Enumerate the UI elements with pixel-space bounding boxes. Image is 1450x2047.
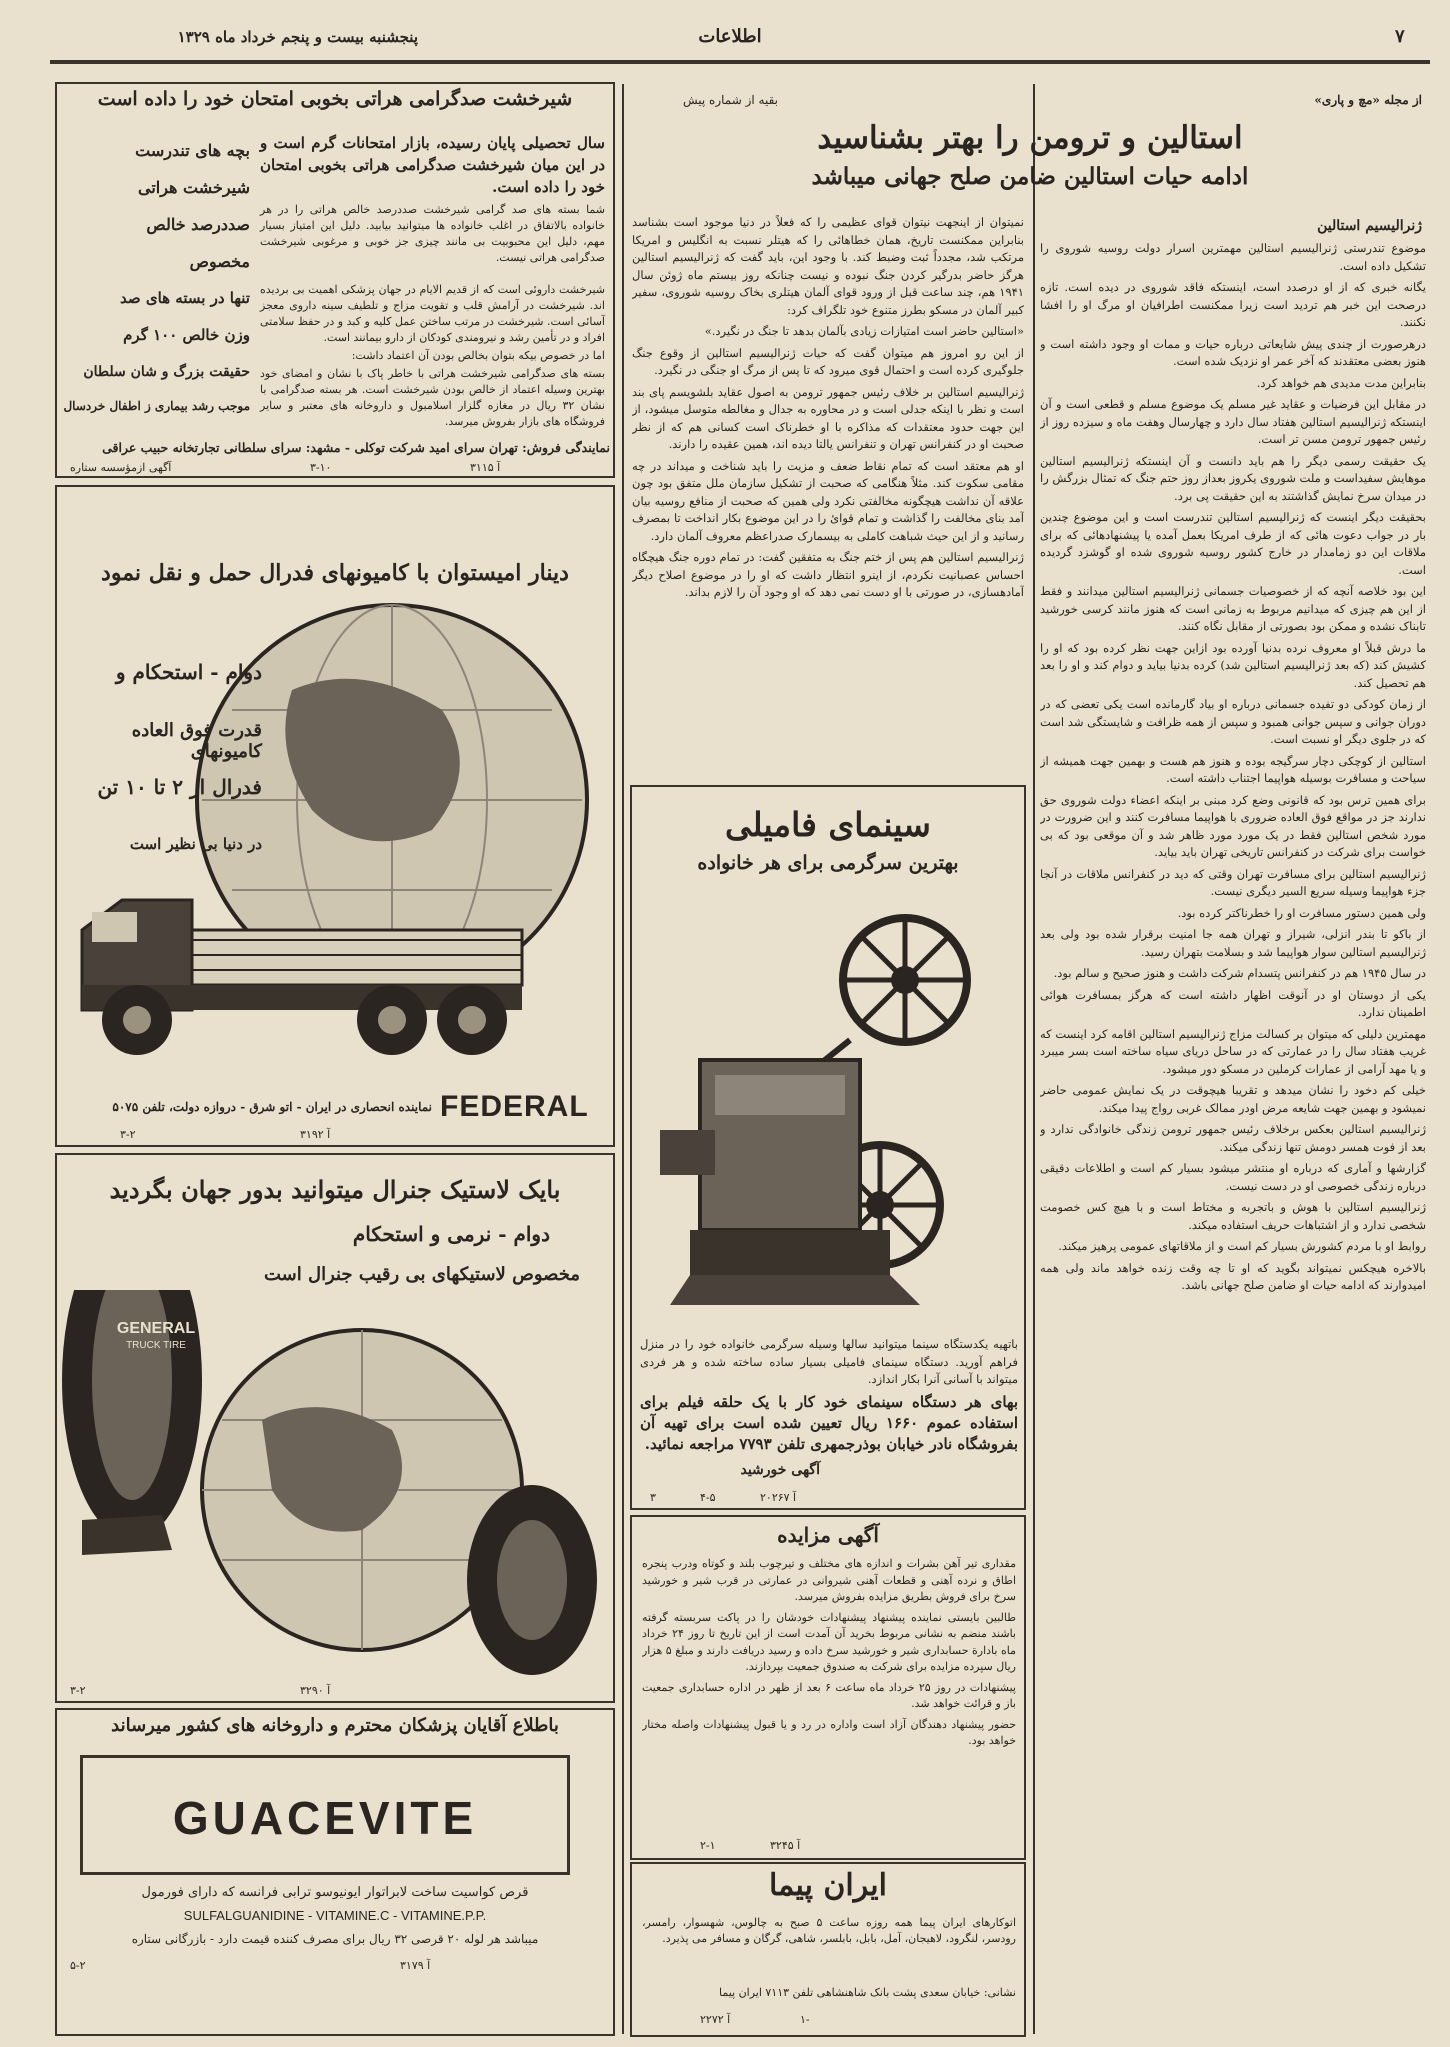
script-line: مخصوص <box>189 252 250 271</box>
cinema-code-left: ۳ <box>650 1491 656 1504</box>
guacevite-description: قرص کواسیت ساخت لابراتوار ایونیوسو ترابی فرانسه که دارای فورمول <box>141 1885 529 1900</box>
general-code-right: ۳-۲ <box>70 1684 86 1697</box>
paragraph: درهرصورت از چندی پیش شایعاتی درباره حیات و ممات او وجود داشته است و هنوز بعضی معتقدند که آخر عمر او نزدیک شده است. <box>1040 336 1426 368</box>
shirkhesht-paragraph-4: اما در خصوص بیکه بتوان بخالص بودن آن اعتماد داشت: <box>351 349 605 362</box>
cinema-title: سینمای فامیلی <box>725 805 931 844</box>
script-line: تنها در بسته های صد <box>120 289 250 307</box>
paragraph: بحقیقت دیگر اینست که ژنرالیسیم استالین تندرست است و این موضوع چندین بار در جواب دعوت هائی که از طرف امریکا بعمل آمده یا پیشنهادهائی که برای ملاقات این دو زمامدار در خارج کشور روسیه شوروی شده او گوشزد گردیده است. <box>1040 510 1426 577</box>
masthead-date: پنجشنبه بیست و پنجم خرداد ماه ۱۳۲۹ <box>177 28 418 46</box>
film-projector-illustration <box>660 890 1000 1320</box>
paragraph: این بود خلاصه آنچه که از خصوصیات جسمانی ژنرالیسیم استالین میدانند و فقط از این هم چیزی که میدانیم مربوط به زمانی است که هنوز مانند کرسی خورشید تابناک نشده و ممکن بود بصورتی از مقابل نگاه کنند. <box>1040 584 1426 633</box>
paragraph: یگانه خبری که از او درصدد است، اینستکه فاقد شوروی در دیده است. تازه درصحت این خبر هم تردید است زیرا ممکنست اطرافیان او مرگ او را افشا نکنند. <box>1040 280 1426 329</box>
iranpeyma-title: ایران پیما <box>769 1868 887 1903</box>
guacevite-code-right: ۵-۲ <box>70 1959 86 1972</box>
article-section-title: ژنرالیسیم استالین <box>1317 218 1422 234</box>
federal-brand-logo: FEDERAL <box>440 1090 589 1123</box>
shirkhesht-paragraph-5: بسته های صدگرامی شیرخشت هراتی با خاطر پاک با نشان و امضای خود بهترین وسیله اعتماد از خالص بودن شیرخشت است. هر بسته صدگرامی با نشان ۳۲ ریال در مغازه گلزار اسلامبول و داروخانه های معتبر و سایر فروشگاه های بازار بفروش میرسد. <box>260 367 605 428</box>
federal-headline: دینار امیستوان با کامیونهای فدرال حمل و نقل نمود <box>101 560 569 586</box>
cinema-code-right: ۲۰۲۶۷ آ <box>760 1491 797 1504</box>
article-headline: استالین و ترومن را بهتر بشناسید <box>817 120 1243 156</box>
script-line: بچه های تندرست <box>135 141 250 160</box>
shirkhesht-agency: آگهی ازمؤسسه ستاره <box>70 461 172 474</box>
paragraph: «استالین حاضر است امتیازات زیادی بآلمان بدهد تا جنگ در نگیرد.» <box>704 324 1024 338</box>
paragraph: او هم معتقد است که تمام نقاط ضعف و مزیت را باید شناخت و میداند در چه مقامی سکوت کند. مثلاً هنگامی که صحبت از تشکیل سازمان ملل متفق بود چون علاقه آن نداشت هیچگونه مخالفتی نکرد ولی همین که صحبت از منافع روسیه بیان آمد بنای مخالفت را گذاشت و تمام قوائ را در این موضوع بکار انداخت تا بمصرف رسانید و از این حیث شباهت کاملی به بیسمارک صدراعظم معروف آلمان دارد. <box>632 458 1024 543</box>
article-source: از مجله «مچ و پاری» <box>1314 93 1422 107</box>
auction-code-left: ۲-۱ <box>700 1839 716 1852</box>
paragraph: گزارشها و آماری که درباره او منتشر میشود بسیار کم است و اطلاعات دقیقی درباره زندگی خصوصی او در دست نیست. <box>1040 1161 1426 1193</box>
cinema-subtitle: بهترین سرگرمی برای هر خانواده <box>697 852 959 874</box>
article-continued: بقیه از شماره پیش <box>682 93 778 107</box>
paragraph: ژنرالیسیم استالین برای مسافرت تهران وقتی که دید در کنفرانس ملاقات در آنجا جزء هواپیما وسیله سریع السیر دیگری نیست. <box>1040 866 1426 898</box>
paragraph: ژنرالیسیم استالین بر خلاف رئیس جمهور ترومن به اصول عقاید بلشویسم پای بند است و نظر با اینکه جدلی است و در محاوره به جدال و مغالطه متوسل میشود، از این جهت حدود معتقدات که مذاکره با او خطرناک است کسانی هم که از نظر صحبت او در کنفرانس تهران و تنفرانس یالتا دیده اند، همین عقیده را دارند. <box>632 384 1024 451</box>
paragraph: یک حقیقت رسمی دیگر را هم باید دانست و آن اینستکه ژنرالیسیم استالین موهایش سفیداست و ملت شوروی یکروز بعداز روز حتم جنگ که تمثال بزرگش را در میدان سرخ نمایش گذاشتند به این حقیقت پی برد. <box>1040 453 1426 503</box>
iranpeyma-code-right: ۱- <box>800 2013 810 2026</box>
script-line: صددرصد خالص <box>146 215 250 234</box>
paragraph: یکی از دوستان او در آنوقت اظهار داشته است که هرگز بمسافرت هوائی اطمینان ندارد. <box>1040 987 1426 1019</box>
script-line: موجب رشد بیماری ز اطفال خردسال <box>63 399 250 413</box>
auction-body <box>642 1556 1016 1826</box>
federal-code-right: ۳-۲ <box>120 1128 136 1141</box>
general-slogan-1: دوام - نرمی و استحکام <box>352 1222 550 1246</box>
masthead-rule <box>50 60 1430 64</box>
paragraph: پیشنهادات در روز ۲۵ خرداد ماه ساعت ۶ بعد از ظهر در اداره حسابداری جمعیت باز و قرائت خواهد شد. <box>642 1680 1016 1710</box>
paragraph: حضور پیشنهاد دهندگان آزاد است واداره در رد و یا قبول پیشنهادات واصله مختار خواهد بود. <box>642 1717 1016 1747</box>
shirkhesht-script-list <box>60 132 250 432</box>
shirkhesht-headline: شیرخشت صدگرامی هراتی بخوبی امتحان خود را داده است <box>97 88 573 110</box>
general-code-left: آ ۳۲۹۰ <box>300 1684 331 1697</box>
divider-left <box>622 84 624 2034</box>
iranpeyma-code-left: آ ۲۲۷۲ <box>700 2013 731 2026</box>
paragraph: از زمان کودکی دو تفیده جسمانی درباره او بیاد گارمانده است یکی تعضی که در دوران جوانی و سپس جوانی همبود و سپس از همه ظرافت و شایستگی شد است که در جلوی دیگر او نسبت است. <box>1040 697 1426 746</box>
script-line: حقیقت بزرگ و شان سلطان <box>83 364 250 380</box>
shirkhesht-code-left: آ ۳۱۱۵ <box>470 461 501 474</box>
general-headline: بایک لاستیک جنرال میتوانید بدور جهان بگردید <box>109 1175 561 1204</box>
federal-slogan-4: در دنیا بی نظیر است <box>129 835 262 853</box>
shirkhesht-paragraph-2: شما بسته های صد گرامی شیرخشت صددرصد خالص هراتی را در هر خانواده بالاتفاق در اغلب خانواده ها میتوانید بیابید. دلیل این امتیاز بسیار مهم، دلیل این محبوبیت بی مانند چیزی جز خوبی و مرغوبی شیرخشت صدگرامی هراتی نیست. <box>260 203 605 264</box>
cinema-code-mid: ۴-۵ <box>700 1491 716 1504</box>
paragraph: از باکو تا بندر انزلی، شیراز و تهران همه جا امنیت برقرار شده بود ولی بعد ژنرالیسیم استالین سوار هواپیما شد و بسلامت بتهران رسید. <box>1040 927 1426 959</box>
paragraph: نمیتوان از اینجهت نیتوان قوای عظیمی را که فعلاً در دنیا موجود است بشناسد بنابراین ممکنست تاریخ، همان خطاهائی را که هیتلر نسبت به انگلیس و امریکا مرتکب شد، مجدداً ثبت وضبط کند. با وجود این، باید گفت که ژنرالیسیم استالین هرگز حاضر بدرگیر کردن جنگ نبوده و نیست چنانکه روز بیستم ماه ژوئن سال ۱۹۴۱ هم، چند ساعت قبل از ورود قوای آلمان هیتلری بخاک روسیه شوروی، سفیر کبیر آلمان در مسکو بطرز متنوع خود تلگراف کرد: <box>632 215 1024 317</box>
auction-code-right: آ ۳۲۴۵ <box>770 1839 801 1852</box>
paragraph: طالبین بایستی نماینده پیشنهاد پیشنهادات خودشان را در پاکت سربسته گرفته باشند منضم به نشانی مربوط بخرید آن آمدت است از این تاریخ تا روز ۲۴ خرداد ماه بادارة حسابداری شیر و خورشید سرخ داده و رسید دریافت دارند و مبلغ ۵ هزار ریال سپرده مزایده برای شرکت به صندوق جمعیت بپردازند. <box>642 1610 1016 1673</box>
paragraph: بنابراین مدت مدیدی هم خواهد کرد. <box>1256 375 1426 390</box>
paragraph: موضوع تندرستی ژنرالیسیم استالین مهمترین اسرار دولت روسیه شوروی را تشکیل داده است. <box>1040 241 1426 273</box>
federal-footer: نماینده انحصاری در ایران - اتو شرق - دروازه دولت، تلفن ۵۰۷۵ <box>112 1100 432 1114</box>
guacevite-formula: SULFALGUANIDINE - VITAMINE.C - VITAMINE.P.P. <box>183 1908 487 1923</box>
shirkhesht-paragraph-1: سال تحصیلی پایان رسیده، بازار امتحانات گرم است و در این میان شیرخشت صدگرامی هراتی بخوبی امتحان خود را داده است. <box>260 134 605 196</box>
cinema-paragraph-2: بهای هر دستگاه سینمای خود کار با یک حلقه فیلم برای استفاده عموم ۱۶۶۰ ریال تعیین شده است برای تهیه آن بفروشگاه نادر خیابان بوذرجمهری تلفن ۷۷۹۳ مراجعه نمائید. <box>640 1393 1019 1453</box>
paragraph: مهمترین دلیلی که میتوان بر کسالت مزاج ژنرالیسیم استالین اقامه کرد اینست که غریب هفتاد سال را در عمارتی که در ساحل دریای سیاه ساخته است بسر میبرد و یا مهد آرامی از عمارات کرملین در مسکو دور میشود. <box>1040 1026 1426 1076</box>
paragraph: ژنرالیسیم استالین با هوش و باتجربه و مختاط است و با هیچ کس خصومت شخصی ندارد و از اشتباهات حریف استفاده میکند. <box>1040 1200 1426 1232</box>
shirkhesht-code-mid: ۳-۱۰ <box>310 461 332 474</box>
paragraph: در مقابل این فرضیات و عقاید غیر مسلم یک موضوع مسلم و قطعی است و آن اینستکه ژنرالیسیم استالین هفتاد سال دارد و چهارسال وهفت ماه و سیزده روز از رئیس جمهور ترومن مسن تر است. <box>1040 397 1426 446</box>
federal-slogan-1: دوام - استحکام و <box>115 660 262 684</box>
article-body-right <box>1040 240 1426 2040</box>
paragraph: برای همین ترس بود که قانونی وضع کرد مبنی بر اینکه اعضاء دولت شوروی حق ندارند جز در مواقع فوق العاده ضروری با هواپیما مسافرت کنند و این ضرورت در مورد شخص استالین فقط در یک مورد مورد ظاهر شد و آن موقعی بود که بی خواست برای شرکت در کنفرانس تاریخی تهران باید بیاید. <box>1040 792 1426 859</box>
paragraph: بالاخره هیچکس نمیتواند بگوید که او تا چه وقت زنده خواهد ماند ولی همه امیدوارند که ادامه حیات او ضامن صلح جهانی باشد. <box>1040 1260 1426 1292</box>
paragraph: در سال ۱۹۴۵ هم در کنفرانس پتسدام شرکت داشت و هنوز صحیح و سالم بود. <box>1053 966 1426 980</box>
script-line: وزن خالص ۱۰۰ گرم <box>123 326 250 344</box>
federal-code-left: آ ۳۱۹۲ <box>300 1128 331 1141</box>
guacevite-footer: میباشد هر لوله ۲۰ قرصی ۳۲ ریال برای مصرف کننده قیمت دارد - بازرگانی ستاره <box>131 1932 539 1946</box>
article-subheadline: ادامه حیات استالین ضامن صلح جهانی میباشد <box>811 163 1249 190</box>
tire-brand-sublabel: TRUCK TIRE <box>126 1340 186 1351</box>
cinema-paragraph-1: باتهیه یکدستگاه سینما میتوانید سالها وسیله سرگرمی خانواده خود را در منزل فراهم آورید. دستگاه سینمای فامیلی بسیار ساده ساخته شده و هر فردی میتواند با آسانی آنرا بکار اندازد. <box>640 1337 1018 1386</box>
iranpeyma-paragraph-1: اتوکارهای ایران پیما همه روزه ساعت ۵ صبح به چالوس، شهسوار، رامسر، رودسر، لنگرود، لاهیجان، آمل، بابل، بابلسر، شاهی، گرگان و مسافر می پذیرد. <box>642 1916 1017 1945</box>
guacevite-header: باطلاع آقایان پزشکان محترم و داروخانه های کشور میرساند <box>111 1715 559 1736</box>
article-body-middle <box>632 214 1024 784</box>
guacevite-brand-logo: GUACEVITE <box>80 1755 570 1875</box>
paragraph: روابط او با مردم کشورش بسیار کم است و از ملاقاتهای عمومی پرهیز میکند. <box>1058 1239 1426 1253</box>
paragraph: از این رو امروز هم میتوان گفت که حیات ژنرالیسیم استالین از وقوع جنگ جلوگیری کرده است و احتمال قوی میرود که تا پس از مرگ او جنگی در نگیرد. <box>632 345 1024 377</box>
paragraph: استالین از کوچکی دچار سرگیجه بوده و هنوز هم هست و بهمین جهت همیشه از سیاحت و مسافرت بوسیله هواپیما اجتناب داشته است. <box>1040 753 1426 785</box>
paragraph: ژنرالیسیم استالین بعکس برخلاف رئیس جمهور ترومن زندگی خانوادگی ندارد و بعد از فوت همسر دومش تنها زندگی میکند. <box>1040 1122 1426 1154</box>
iranpeyma-paragraph-2: نشانی: خیابان سعدی پشت بانک شاهنشاهی تلفن ۷۱۱۳ ایران پیما <box>718 1986 1016 1999</box>
cinema-agency: آگهی خورشید <box>740 1462 820 1478</box>
shirkhesht-footer: نمایندگی فروش: تهران سرای امید شرکت توکلی - مشهد: سرای سلطانی تجارتخانه حبیب عراقی <box>102 440 610 455</box>
divider-right <box>1033 84 1035 2034</box>
general-slogan-2: مخصوص لاستیکهای بی رقیب جنرال است <box>263 1264 580 1285</box>
tire-brand-label: GENERAL <box>116 1320 196 1337</box>
auction-title: آگهی مزایده <box>777 1523 879 1547</box>
paragraph: ما درش قبلاً او معروف نرده بدنیا آورده بود ازاین جهت نظر کرده بود که او را کشیش کند (که بعد ژنرالیسیم استالین شد) کرده بدنیا بیاید و دوام کند و او را بعد هم تحصیل کند. <box>1040 640 1426 690</box>
federal-slogan-3: فدرال از ۲ تا ۱۰ تن <box>97 775 262 799</box>
shirkhesht-paragraph-3: شیرخشت داروئی است که از قدیم الایام در جهان پزشکی اهمیت بی بردیده اند. شیرخشت در آرامش قلب و تقویت مزاج و تلطیف سینه داروی معجز آسائی است. شیرخشت در مرتب ساختن عمل کلیه و کبد و در حفظ سلامتی افراد و در تأمین رشد و نیرومندی کودکان از دارو بیمانند است. <box>260 283 605 344</box>
script-line: شیرخشت هراتی <box>137 178 250 197</box>
paragraph: ولی همین دستور مسافرت او را خطرناکتر کرده بود. <box>1177 905 1426 920</box>
masthead-page-number: ۷ <box>1395 26 1405 47</box>
masthead-title: اطلاعات <box>698 26 762 47</box>
paragraph: خیلی کم دخود را نشان میدهد و تقریبا هیچوقت در یک نمایش عمومی حاضر نمیشود و بهمین جهت شایعه مرض اودر ممالک غربی رواج پیدا میکند. <box>1040 1083 1426 1115</box>
guacevite-code-left: آ ۳۱۷۹ <box>400 1959 431 1972</box>
paragraph: مقداری تیر آهن بشرات و اندازه های مختلف و تیرچوب بلند و کوتاه ودرب پنجره اطاق و نرده آهنی و قطعات آهنی شیروانی در عمارتی در قرب شیر و خورشید سرخ برای فروش بطریق مزایده بفروش میرسد. <box>642 1557 1016 1603</box>
federal-slogan-2: قدرت فوق العاده کامیونهای <box>131 720 262 762</box>
paragraph: ژنرالیسیم استالین هم پس از ختم جنگ به متفقین گفت: در تمام دوره جنگ هیچگاه احساس عصبانیت نکردم، از اینرو انتظار داشت که او را در موضوع اصلاح دیگر آمادهسازی، در صورتی با او دست نمی دهد که او وجود آن را لازم بداند. <box>632 550 1024 599</box>
